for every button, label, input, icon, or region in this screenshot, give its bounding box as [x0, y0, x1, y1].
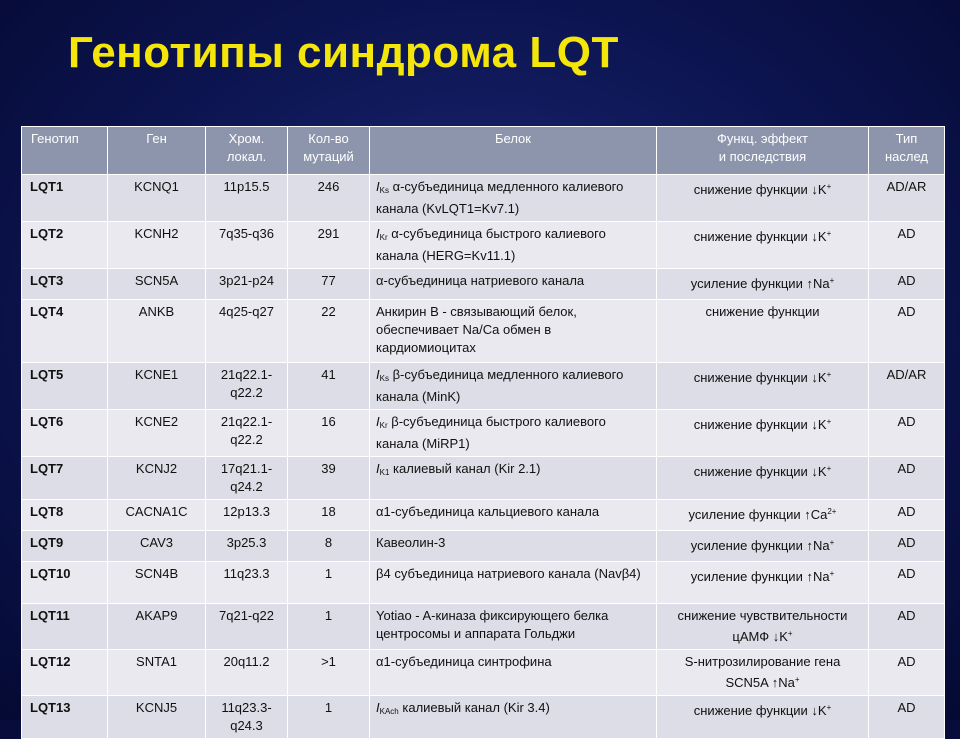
table-row [22, 696, 945, 739]
cell-protein [370, 650, 657, 696]
table-row [22, 175, 945, 222]
header-functional-effect: Функц. эффект и последствия [657, 127, 869, 175]
cell-chrom-location: 21q22.1-q22.2 [206, 363, 288, 410]
cell-mutation-count: 39 [288, 457, 370, 500]
ion-charge: + [829, 538, 835, 547]
current-symbol: I [376, 461, 380, 476]
table-row [22, 300, 945, 363]
cell-gene: SCN4B [108, 562, 206, 604]
cell-genotype: LQT12 [22, 650, 108, 696]
cell-functional-effect: усиление функции ↑Na+ [657, 269, 869, 300]
ion-charge: + [829, 569, 835, 578]
cell-protein [370, 269, 657, 300]
cell-chrom-location: 7q35-q36 [206, 222, 288, 269]
table-row [22, 363, 945, 410]
protein-description: калиевый канал (Kir 3.4) [398, 700, 550, 715]
cell-functional-effect: S-нитрозилирование гена SCN5A ↑Na+ [657, 650, 869, 696]
cell-genotype: LQT1 [22, 175, 108, 222]
current-symbol: I [376, 179, 380, 194]
cell-inheritance: AD [869, 300, 945, 363]
cell-genotype: LQT4 [22, 300, 108, 363]
cell-mutation-count: 291 [288, 222, 370, 269]
cell-gene: CAV3 [108, 531, 206, 562]
current-subscript: K1 [379, 468, 390, 477]
cell-inheritance: AD/AR [869, 363, 945, 410]
cell-gene: KCNJ5 [108, 696, 206, 739]
protein-description: α1-субъединица синтрофина [376, 654, 552, 669]
cell-genotype: LQT3 [22, 269, 108, 300]
cell-inheritance: AD [869, 604, 945, 650]
cell-gene: KCNE2 [108, 410, 206, 457]
cell-functional-effect: снижение функции [657, 300, 869, 363]
cell-inheritance: AD [869, 562, 945, 604]
ion-charge: + [826, 464, 832, 473]
cell-functional-effect: снижение функции ↓K+ [657, 696, 869, 739]
protein-description: Кавеолин-3 [376, 535, 446, 550]
ion-charge: + [826, 370, 832, 379]
table-row [22, 410, 945, 457]
cell-functional-effect: снижение функции ↓K+ [657, 457, 869, 500]
ion-charge: + [826, 703, 832, 712]
cell-gene: CACNA1C [108, 500, 206, 531]
cell-functional-effect: снижение функции ↓K+ [657, 410, 869, 457]
protein-description: α-субъединица быстрого калиевого канала (HERG=Kv11.1) [376, 226, 606, 263]
protein-description: β-субъединица медленного калиевого канала (MinK) [376, 367, 624, 404]
cell-inheritance: AD [869, 457, 945, 500]
cell-mutation-count: 16 [288, 410, 370, 457]
cell-chrom-location: 11q23.3-q24.3 [206, 696, 288, 739]
table-row [22, 562, 945, 604]
cell-genotype: LQT2 [22, 222, 108, 269]
cell-chrom-location: 4q25-q27 [206, 300, 288, 363]
cell-mutation-count: >1 [288, 650, 370, 696]
cell-inheritance: AD/AR [869, 175, 945, 222]
cell-protein [370, 222, 657, 269]
ion-charge: + [829, 276, 835, 285]
cell-mutation-count: 1 [288, 604, 370, 650]
cell-mutation-count: 1 [288, 696, 370, 739]
cell-gene: KCNE1 [108, 363, 206, 410]
table-row [22, 604, 945, 650]
cell-protein [370, 562, 657, 604]
cell-inheritance: AD [869, 269, 945, 300]
cell-inheritance: AD [869, 650, 945, 696]
protein-description: α1-субъединица кальциевого канала [376, 504, 600, 519]
ion-charge: + [787, 629, 793, 638]
cell-genotype: LQT6 [22, 410, 108, 457]
table-row [22, 500, 945, 531]
cell-protein [370, 300, 657, 363]
cell-chrom-location: 11p15.5 [206, 175, 288, 222]
header-chrom-location: Хром. локал. [206, 127, 288, 175]
table-header-row [22, 127, 945, 175]
cell-gene: KCNJ2 [108, 457, 206, 500]
cell-genotype: LQT7 [22, 457, 108, 500]
header-genotype: Генотип [22, 127, 108, 175]
cell-protein [370, 604, 657, 650]
cell-genotype: LQT10 [22, 562, 108, 604]
cell-mutation-count: 18 [288, 500, 370, 531]
cell-chrom-location: 3p25.3 [206, 531, 288, 562]
current-symbol: I [376, 414, 380, 429]
table-row [22, 531, 945, 562]
cell-functional-effect: усиление функции ↑Na+ [657, 562, 869, 604]
cell-inheritance: AD [869, 410, 945, 457]
cell-functional-effect: снижение функции ↓K+ [657, 175, 869, 222]
current-subscript: Kr [379, 233, 388, 242]
table-row [22, 457, 945, 500]
protein-description: калиевый канал (Kir 2.1) [389, 461, 541, 476]
protein-description: α-субъединица натриевого канала [376, 273, 585, 288]
cell-genotype: LQT11 [22, 604, 108, 650]
cell-gene: KCNH2 [108, 222, 206, 269]
cell-chrom-location: 20q11.2 [206, 650, 288, 696]
ion-charge: + [826, 229, 832, 238]
header-gene: Ген [108, 127, 206, 175]
cell-genotype: LQT13 [22, 696, 108, 739]
cell-inheritance: AD [869, 531, 945, 562]
cell-gene: SNTA1 [108, 650, 206, 696]
cell-genotype: LQT8 [22, 500, 108, 531]
cell-mutation-count: 1 [288, 562, 370, 604]
cell-protein [370, 363, 657, 410]
cell-chrom-location: 21q22.1-q22.2 [206, 410, 288, 457]
cell-inheritance: AD [869, 696, 945, 739]
protein-description: α-субъединица медленного калиевого канала (KvLQT1=Kv7.1) [376, 179, 624, 216]
cell-gene: SCN5A [108, 269, 206, 300]
ion-charge: + [794, 675, 800, 684]
cell-protein [370, 410, 657, 457]
cell-protein [370, 500, 657, 531]
protein-description: β4 субъединица натриевого канала (Navβ4) [376, 566, 641, 581]
ion-charge: + [826, 417, 832, 426]
protein-description: Yotiao - A-киназа фиксирующего белка центросомы и аппарата Гольджи [376, 608, 609, 641]
header-mutation-count: Кол-во мутаций [288, 127, 370, 175]
cell-mutation-count: 22 [288, 300, 370, 363]
cell-chrom-location: 3p21-p24 [206, 269, 288, 300]
header-inheritance: Тип наслед [869, 127, 945, 175]
cell-protein [370, 696, 657, 739]
cell-gene: KCNQ1 [108, 175, 206, 222]
table-row [22, 269, 945, 300]
cell-chrom-location: 17q21.1-q24.2 [206, 457, 288, 500]
cell-protein [370, 175, 657, 222]
cell-genotype: LQT5 [22, 363, 108, 410]
cell-protein [370, 531, 657, 562]
table-row [22, 650, 945, 696]
current-subscript: KAch [379, 707, 399, 716]
current-symbol: I [376, 226, 380, 241]
table-row [22, 222, 945, 269]
protein-description: β-субъединица быстрого калиевого канала (MiRP1) [376, 414, 606, 451]
cell-functional-effect: снижение функции ↓K+ [657, 363, 869, 410]
cell-functional-effect: усиление функции ↑Na+ [657, 531, 869, 562]
cell-functional-effect: снижение функции ↓K+ [657, 222, 869, 269]
ion-charge: + [826, 182, 832, 191]
cell-protein [370, 457, 657, 500]
cell-inheritance: AD [869, 222, 945, 269]
current-symbol: I [376, 367, 380, 382]
cell-chrom-location: 7q21-q22 [206, 604, 288, 650]
lqt-genotype-table [21, 126, 945, 739]
current-symbol: I [376, 700, 380, 715]
protein-description: Анкирин B - связывающий белок, обеспечивает Na/Ca обмен в кардиомиоцитах [376, 304, 577, 355]
header-protein: Белок [370, 127, 657, 175]
cell-functional-effect: усиление функции $↑Ca^{2+}$ [657, 500, 869, 531]
cell-chrom-location: 12p13.3 [206, 500, 288, 531]
cell-mutation-count: 8 [288, 531, 370, 562]
cell-chrom-location: 11q23.3 [206, 562, 288, 604]
cell-inheritance: AD [869, 500, 945, 531]
cell-mutation-count: 246 [288, 175, 370, 222]
ion-charge: 2+ [827, 507, 837, 516]
cell-mutation-count: 77 [288, 269, 370, 300]
current-subscript: Ks [379, 186, 389, 195]
current-subscript: Kr [379, 421, 388, 430]
cell-mutation-count: 41 [288, 363, 370, 410]
current-subscript: Ks [379, 374, 389, 383]
cell-gene: AKAP9 [108, 604, 206, 650]
cell-functional-effect: снижение чувствительности цАМФ ↓K+ [657, 604, 869, 650]
cell-gene: ANKB [108, 300, 206, 363]
cell-genotype: LQT9 [22, 531, 108, 562]
slide-title: Генотипы синдрома LQT [68, 28, 619, 77]
